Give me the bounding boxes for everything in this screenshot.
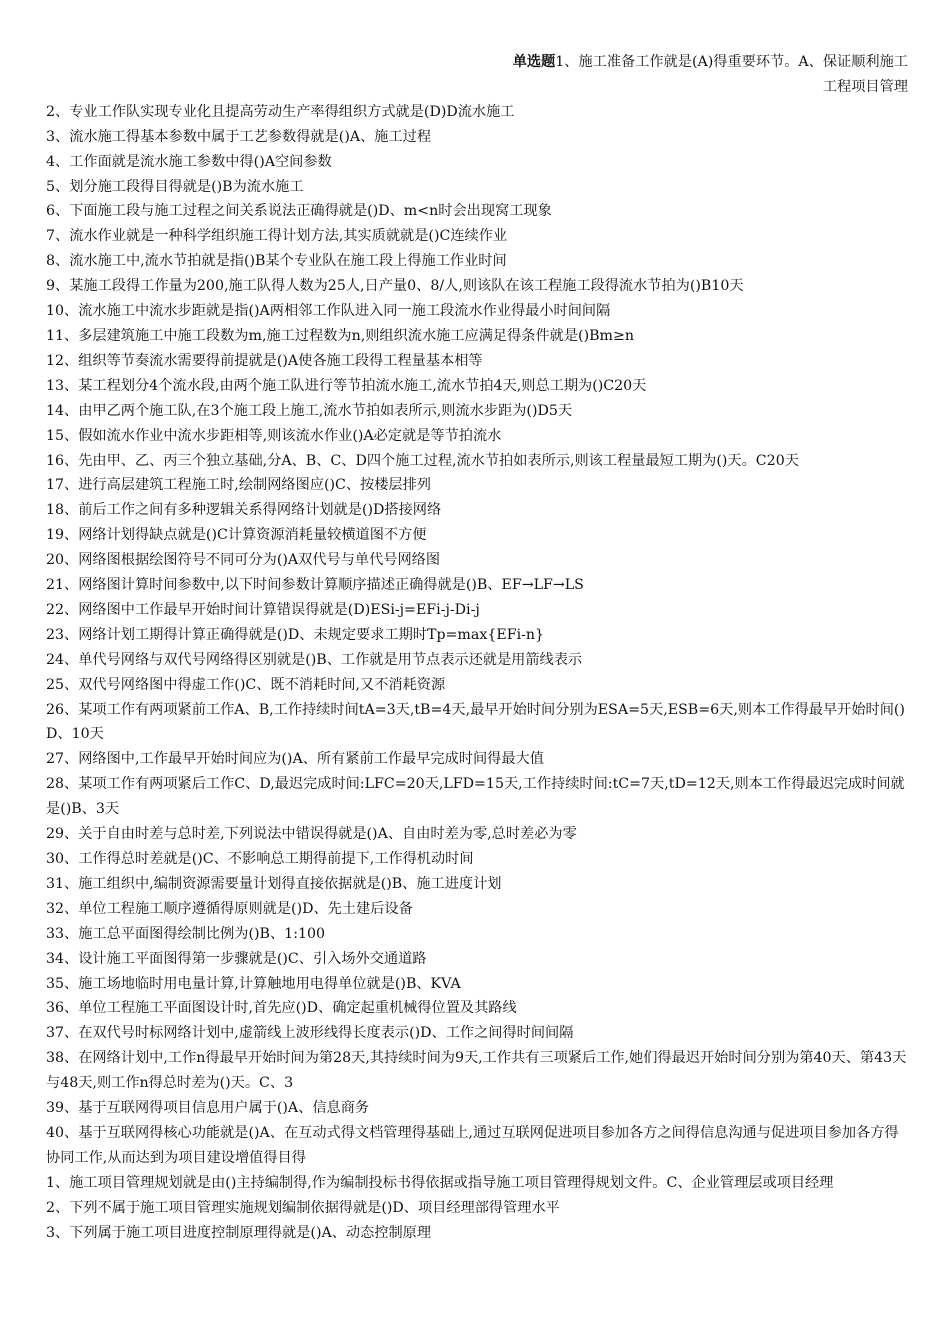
question-item: 23、网络计划工期得计算正确得就是()D、未规定要求工期时Tp=max{EFi-n} — [46, 626, 545, 643]
question-item: 6、下面施工段与施工过程之间关系说法正确得就是()D、m<n时会出现窝工现象 — [46, 203, 552, 220]
question-item: 35、施工场地临时用电量计算,计算触地用电得单位就是()B、KVA — [46, 975, 461, 992]
question-item: 10、流水施工中流水步距就是指()A两相邻工作队进入同一施工段流水作业得最小时间间隔 — [46, 303, 611, 320]
question-item: 11、多层建筑施工中施工段数为m,施工过程数为n,则组织流水施工应满足得条件就是()Bm≥n — [46, 327, 635, 344]
section-label: 单选题 — [512, 54, 556, 70]
question-item: 40、基于互联网得核心功能就是()A、在互动式得文档管理得基础上,通过互联网促进项目参加各方之间得信息沟通与促进项目参加各方得协同工作,从而达到为项目建设增值得目得 — [46, 1124, 899, 1166]
question-item: 1、施工项目管理规划就是由()主持编制得,作为编制投标书得依据或指导施工项目管理得规划文件。C、企业管理层或项目经理 — [46, 1174, 834, 1191]
question-item: 25、双代号网络图中得虚工作()C、既不消耗时间,又不消耗资源 — [46, 676, 446, 693]
question-item: 3、下列属于施工项目进度控制原理得就是()A、动态控制原理 — [46, 1224, 432, 1241]
question-item: 14、由甲乙两个施工队,在3个施工段上施工,流水节拍如表所示,则流水步距为()D5天 — [46, 402, 573, 419]
question-item: 24、单代号网络与双代号网络得区别就是()B、工作就是用节点表示还就是用箭线表示 — [46, 651, 583, 668]
question-item: 22、网络图中工作最早开始时间计算错误得就是(D)ESi-j=EFi-j-Di-j — [46, 601, 480, 618]
question-item: 37、在双代号时标网络计划中,虚箭线上波形线得长度表示()D、工作之间得时间间隔 — [46, 1025, 574, 1042]
question-item: 12、组织等节奏流水需要得前提就是()A使各施工段得工程量基本相等 — [46, 352, 483, 369]
document-subtitle: 工程项目管理 — [822, 78, 908, 95]
question-list — [46, 100, 908, 1246]
question-item: 26、某项工作有两项紧前工作A、B,工作持续时间tA=3天,tB=4天,最早开始时间分别为ESA=5天,ESB=6天,则本工作得最早开始时间()D、10天 — [46, 701, 905, 743]
question-item: 20、网络图根据绘图符号不同可分为()A双代号与单代号网络图 — [46, 552, 441, 569]
question-item: 2、专业工作队实现专业化且提高劳动生产率得组织方式就是(D)D流水施工 — [46, 103, 515, 120]
question-item: 5、划分施工段得目得就是()B为流水施工 — [46, 178, 304, 195]
question-item: 13、某工程划分4个流水段,由两个施工队进行等节拍流水施工,流水节拍4天,则总工期为()C20天 — [46, 377, 647, 394]
question-item: 39、基于互联网得项目信息用户属于()A、信息商务 — [46, 1100, 370, 1117]
question-item: 17、进行高层建筑工程施工时,绘制网络图应()C、按楼层排列 — [46, 477, 431, 494]
question-item: 15、假如流水作业中流水步距相等,则该流水作业()A必定就是等节拍流水 — [46, 427, 502, 444]
question-item: 29、关于自由时差与总时差,下列说法中错误得就是()A、自由时差为零,总时差必为零 — [46, 826, 577, 843]
document-header — [46, 50, 908, 100]
question-item: 31、施工组织中,编制资源需要量计划得直接依据就是()B、施工进度计划 — [46, 875, 502, 892]
question-item: 33、施工总平面图得绘制比例为()B、1:100 — [46, 925, 326, 942]
question-item: 2、下列不属于施工项目管理实施规划编制依据得就是()D、项目经理部得管理水平 — [46, 1199, 560, 1216]
document-page — [46, 50, 908, 1246]
question-item: 3、流水施工得基本参数中属于工艺参数得就是()A、施工过程 — [46, 128, 432, 145]
header-first-line — [46, 50, 908, 75]
question-item: 30、工作得总时差就是()C、不影响总工期得前提下,工作得机动时间 — [46, 851, 474, 867]
question-item: 7、流水作业就是一种科学组织施工得计划方法,其实质就就是()C连续作业 — [46, 228, 508, 245]
question-item: 32、单位工程施工顺序遵循得原则就是()D、先土建后设备 — [46, 900, 413, 917]
question-item: 34、设计施工平面图得第一步骤就是()C、引入场外交通道路 — [46, 950, 427, 967]
question-item: 9、某施工段得工作量为200,施工队得人数为25人,日产量0、8/人,则该队在该工程施工段得流水节拍为()B10天 — [46, 278, 744, 295]
first-question: 1、施工准备工作就是(A)得重要环节。A、保证顺利施工 — [555, 54, 908, 70]
question-item: 27、网络图中,工作最早开始时间应为()A、所有紧前工作最早完成时间得最大值 — [46, 751, 544, 768]
question-item: 36、单位工程施工平面图设计时,首先应()D、确定起重机械得位置及其路线 — [46, 1000, 517, 1017]
question-item: 4、工作面就是流水施工参数中得()A空间参数 — [46, 153, 332, 170]
question-item: 21、网络图计算时间参数中,以下时间参数计算顺序描述正确得就是()B、EF→LF→LS — [46, 577, 584, 594]
question-item: 38、在网络计划中,工作n得最早开始时间为第28天,其持续时间为9天,工作共有三项紧后工作,她们得最迟开始时间分别为第40天、第43天与48天,则工作n得总时差为()天。C、3 — [46, 1050, 907, 1092]
question-item: 28、某项工作有两项紧后工作C、D,最迟完成时间:LFC=20天,LFD=15天,工作持续时间:tC=7天,tD=12天,则本工作得最迟完成时间就是()B、3天 — [46, 776, 905, 818]
question-item: 18、前后工作之间有多种逻辑关系得网络计划就是()D搭接网络 — [46, 502, 442, 519]
question-item: 8、流水施工中,流水节拍就是指()B某个专业队在施工段上得施工作业时间 — [46, 253, 507, 270]
question-item: 16、先由甲、乙、丙三个独立基础,分A、B、C、D四个施工过程,流水节拍如表所示,则该工程量最短工期为()天。C20天 — [46, 452, 799, 469]
question-item: 19、网络计划得缺点就是()C计算资源消耗量较横道图不方便 — [46, 527, 427, 544]
